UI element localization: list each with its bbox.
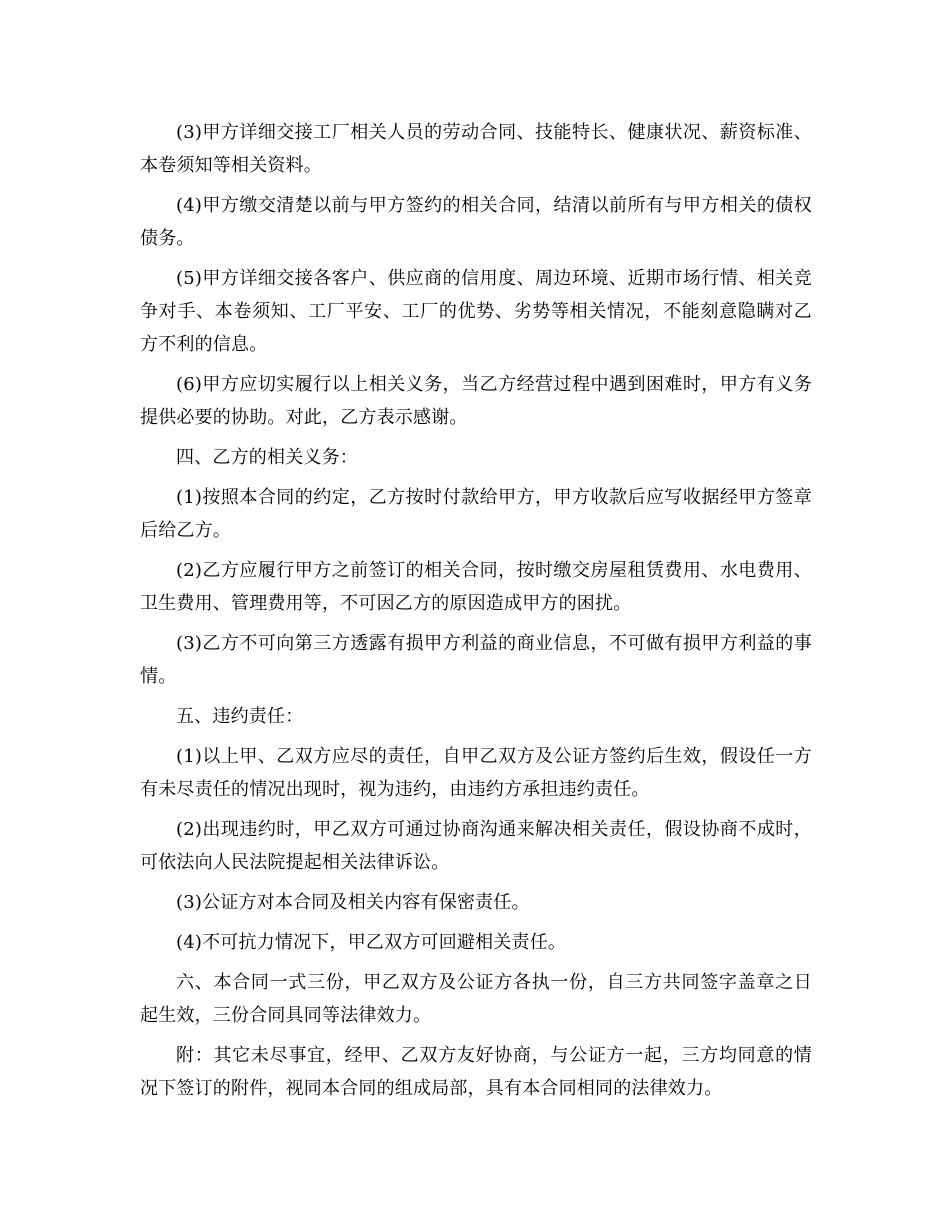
paragraph-party-b-contracts: (2)乙方应履行甲方之前签订的相关合同，按时缴交房屋租赁费用、水电费用、卫生费用、管理费用等，不可因乙方的原因造成甲方的困扰。 [140,560,812,614]
paragraph-force-majeure: (4)不可抗力情况下，甲乙双方可回避相关责任。 [176,932,567,953]
paragraph-notary-confidentiality: (3)公证方对本合同及相关内容有保密责任。 [176,892,530,913]
section-heading-party-b-obligations: 四、乙方的相关义务： [176,447,358,468]
paragraph-copies-effective: 六、本合同一式三份，甲乙双方及公证方各执一份，自三方共同签字盖章之日起生效，三份合同具同等法律效力。 [140,972,812,1026]
paragraph-party-a-handover-staff: (3)甲方详细交接工厂相关人员的劳动合同、技能特长、健康状况、薪资标准、本卷须知等相关资料。 [140,122,812,176]
paragraph-party-a-fulfil-obligations: (6)甲方应切实履行以上相关义务，当乙方经营过程中遇到困难时，甲方有义务提供必要的协助。对此，乙方表示感谢。 [140,374,812,428]
section-heading-breach-liability: 五、违约责任： [176,706,304,727]
paragraph-party-a-handover-clients: (5)甲方详细交接各客户、供应商的信用度、周边环境、近期市场行情、相关竞争对手、本卷须知、工厂平安、工厂的优势、劣势等相关情况，不能刻意隐瞒对乙方不利的信息。 [140,268,812,355]
paragraph-appendix: 附：其它未尽事宜，经甲、乙双方友好协商，与公证方一起，三方均同意的情况下签订的附件，视同本合同的组成局部，具有本合同相同的法律效力。 [140,1045,812,1099]
paragraph-party-a-settle-debts: (4)甲方缴交清楚以前与甲方签约的相关合同，结清以前所有与甲方相关的债权债务。 [140,195,812,249]
paragraph-breach-definition: (1)以上甲、乙双方应尽的责任，自甲乙双方及公证方签约后生效，假设任一方有未尽责任的情况出现时，视为违约，由违约方承担违约责任。 [140,746,812,800]
paragraph-party-b-confidentiality: (3)乙方不可向第三方透露有损甲方利益的商业信息，不可做有损甲方利益的事情。 [140,633,812,687]
document-body [140,116,812,1112]
paragraph-party-b-payment: (1)按照本合同的约定，乙方按时付款给甲方，甲方收款后应写收据经甲方签章后给乙方。 [140,487,812,541]
paragraph-breach-resolution: (2)出现违约时，甲乙双方可通过协商沟通来解决相关责任，假设协商不成时，可依法向人民法院提起相关法律诉讼。 [140,819,812,873]
